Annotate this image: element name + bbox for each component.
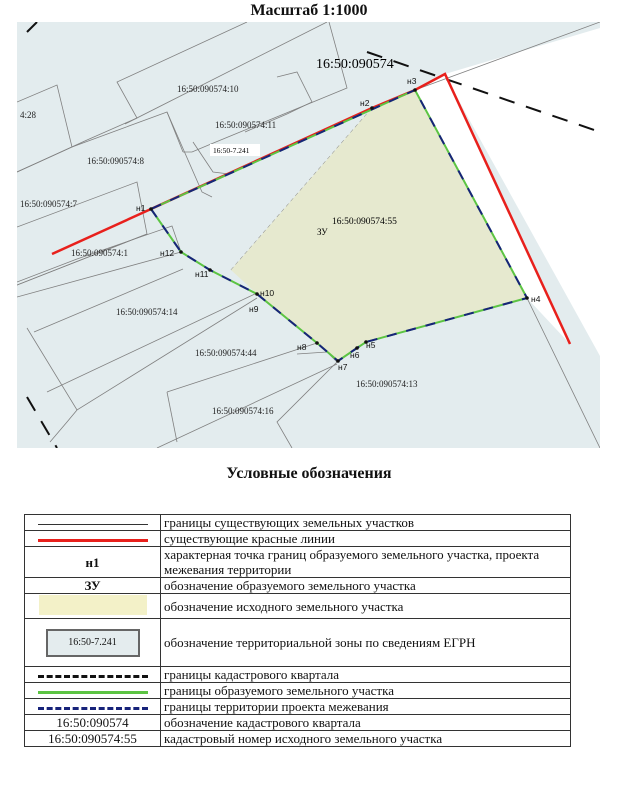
point-label: н7 (338, 362, 348, 372)
parcel-label: 16:50:090574:8 (87, 156, 145, 166)
legend-table (24, 514, 571, 747)
parcel-label: 16:50:090574:13 (356, 379, 418, 389)
legend-row (25, 594, 571, 619)
point-label: н4 (531, 294, 541, 304)
legend-text: обозначение территориальной зоны по сведениям ЕГРН (161, 619, 571, 667)
zone-label: 16:50-7.241 (213, 146, 250, 155)
legend-row (25, 683, 571, 699)
point-label: н5 (366, 340, 376, 350)
legend-text: границы существующих земельных участков (161, 515, 571, 531)
legend-text: характерная точка границ образуемого земельного участка, проекта межевания территории (161, 547, 571, 578)
source-parcel-label: 16:50:090574:55 (332, 217, 397, 227)
legend-symbol-zu: ЗУ (25, 578, 161, 594)
legend-row (25, 531, 571, 547)
point-label: н11 (195, 269, 209, 279)
point-label: н6 (350, 350, 360, 360)
parcel-label: 4:28 (20, 110, 37, 120)
legend-text: границы кадастрового квартала (161, 667, 571, 683)
parcel-label: 16:50:090574:7 (20, 199, 78, 209)
legend-row (25, 667, 571, 683)
parcel-label: 16:50:090574:44 (195, 348, 257, 358)
cadastral-map (17, 22, 600, 448)
legend-text: кадастровый номер исходного земельного участка (161, 731, 571, 747)
legend-symbol-point: н1 (25, 547, 161, 578)
map-scale-title: Масштаб 1:1000 (250, 2, 368, 19)
point-label: н1 (136, 203, 146, 213)
point-label: н12 (160, 248, 175, 258)
legend-row (25, 619, 571, 667)
point-label: н2 (360, 98, 370, 108)
legend-text: существующие красные линии (161, 531, 571, 547)
legend-symbol-yellow-fill (25, 594, 161, 619)
legend-row (25, 547, 571, 578)
point-label: н3 (407, 76, 417, 86)
legend-symbol-green-line (25, 683, 161, 699)
legend-symbol-quarter-number: 16:50:090574 (25, 715, 161, 731)
point-label: н10 (260, 288, 275, 298)
point-label: н9 (249, 304, 259, 314)
legend-symbol-zone-box (25, 619, 161, 667)
legend-symbol-black-dash (25, 667, 161, 683)
legend-text: обозначение исходного земельного участка (161, 594, 571, 619)
parcel-label: 16:50:090574:1 (71, 248, 129, 258)
quarter-label: 16:50:090574 (316, 57, 394, 72)
zone-box-label: 16:50-7.241 (46, 629, 140, 657)
parcel-label: 16:50:090574:11 (215, 120, 277, 130)
legend-title: Условные обозначения (226, 465, 392, 482)
legend-symbol-thin-line (25, 515, 161, 531)
legend-text: обозначение кадастрового квартала (161, 715, 571, 731)
legend-row (25, 578, 571, 594)
legend-text: обозначение образуемого земельного участка (161, 578, 571, 594)
legend-row (25, 515, 571, 531)
legend-text: границы образуемого земельного участка (161, 683, 571, 699)
legend-row (25, 715, 571, 731)
parcel-label: 16:50:090574:16 (212, 406, 274, 416)
parcel-label: 16:50:090574:10 (177, 84, 239, 94)
zu-label: ЗУ (317, 227, 328, 237)
point-label: н8 (297, 342, 307, 352)
parcel-label: 16:50:090574:14 (116, 307, 178, 317)
legend-row (25, 699, 571, 715)
legend-row (25, 731, 571, 747)
legend-text: границы территории проекта межевания (161, 699, 571, 715)
legend-symbol-red-line (25, 531, 161, 547)
legend-symbol-blue-dash (25, 699, 161, 715)
legend-symbol-parcel-number: 16:50:090574:55 (25, 731, 161, 747)
